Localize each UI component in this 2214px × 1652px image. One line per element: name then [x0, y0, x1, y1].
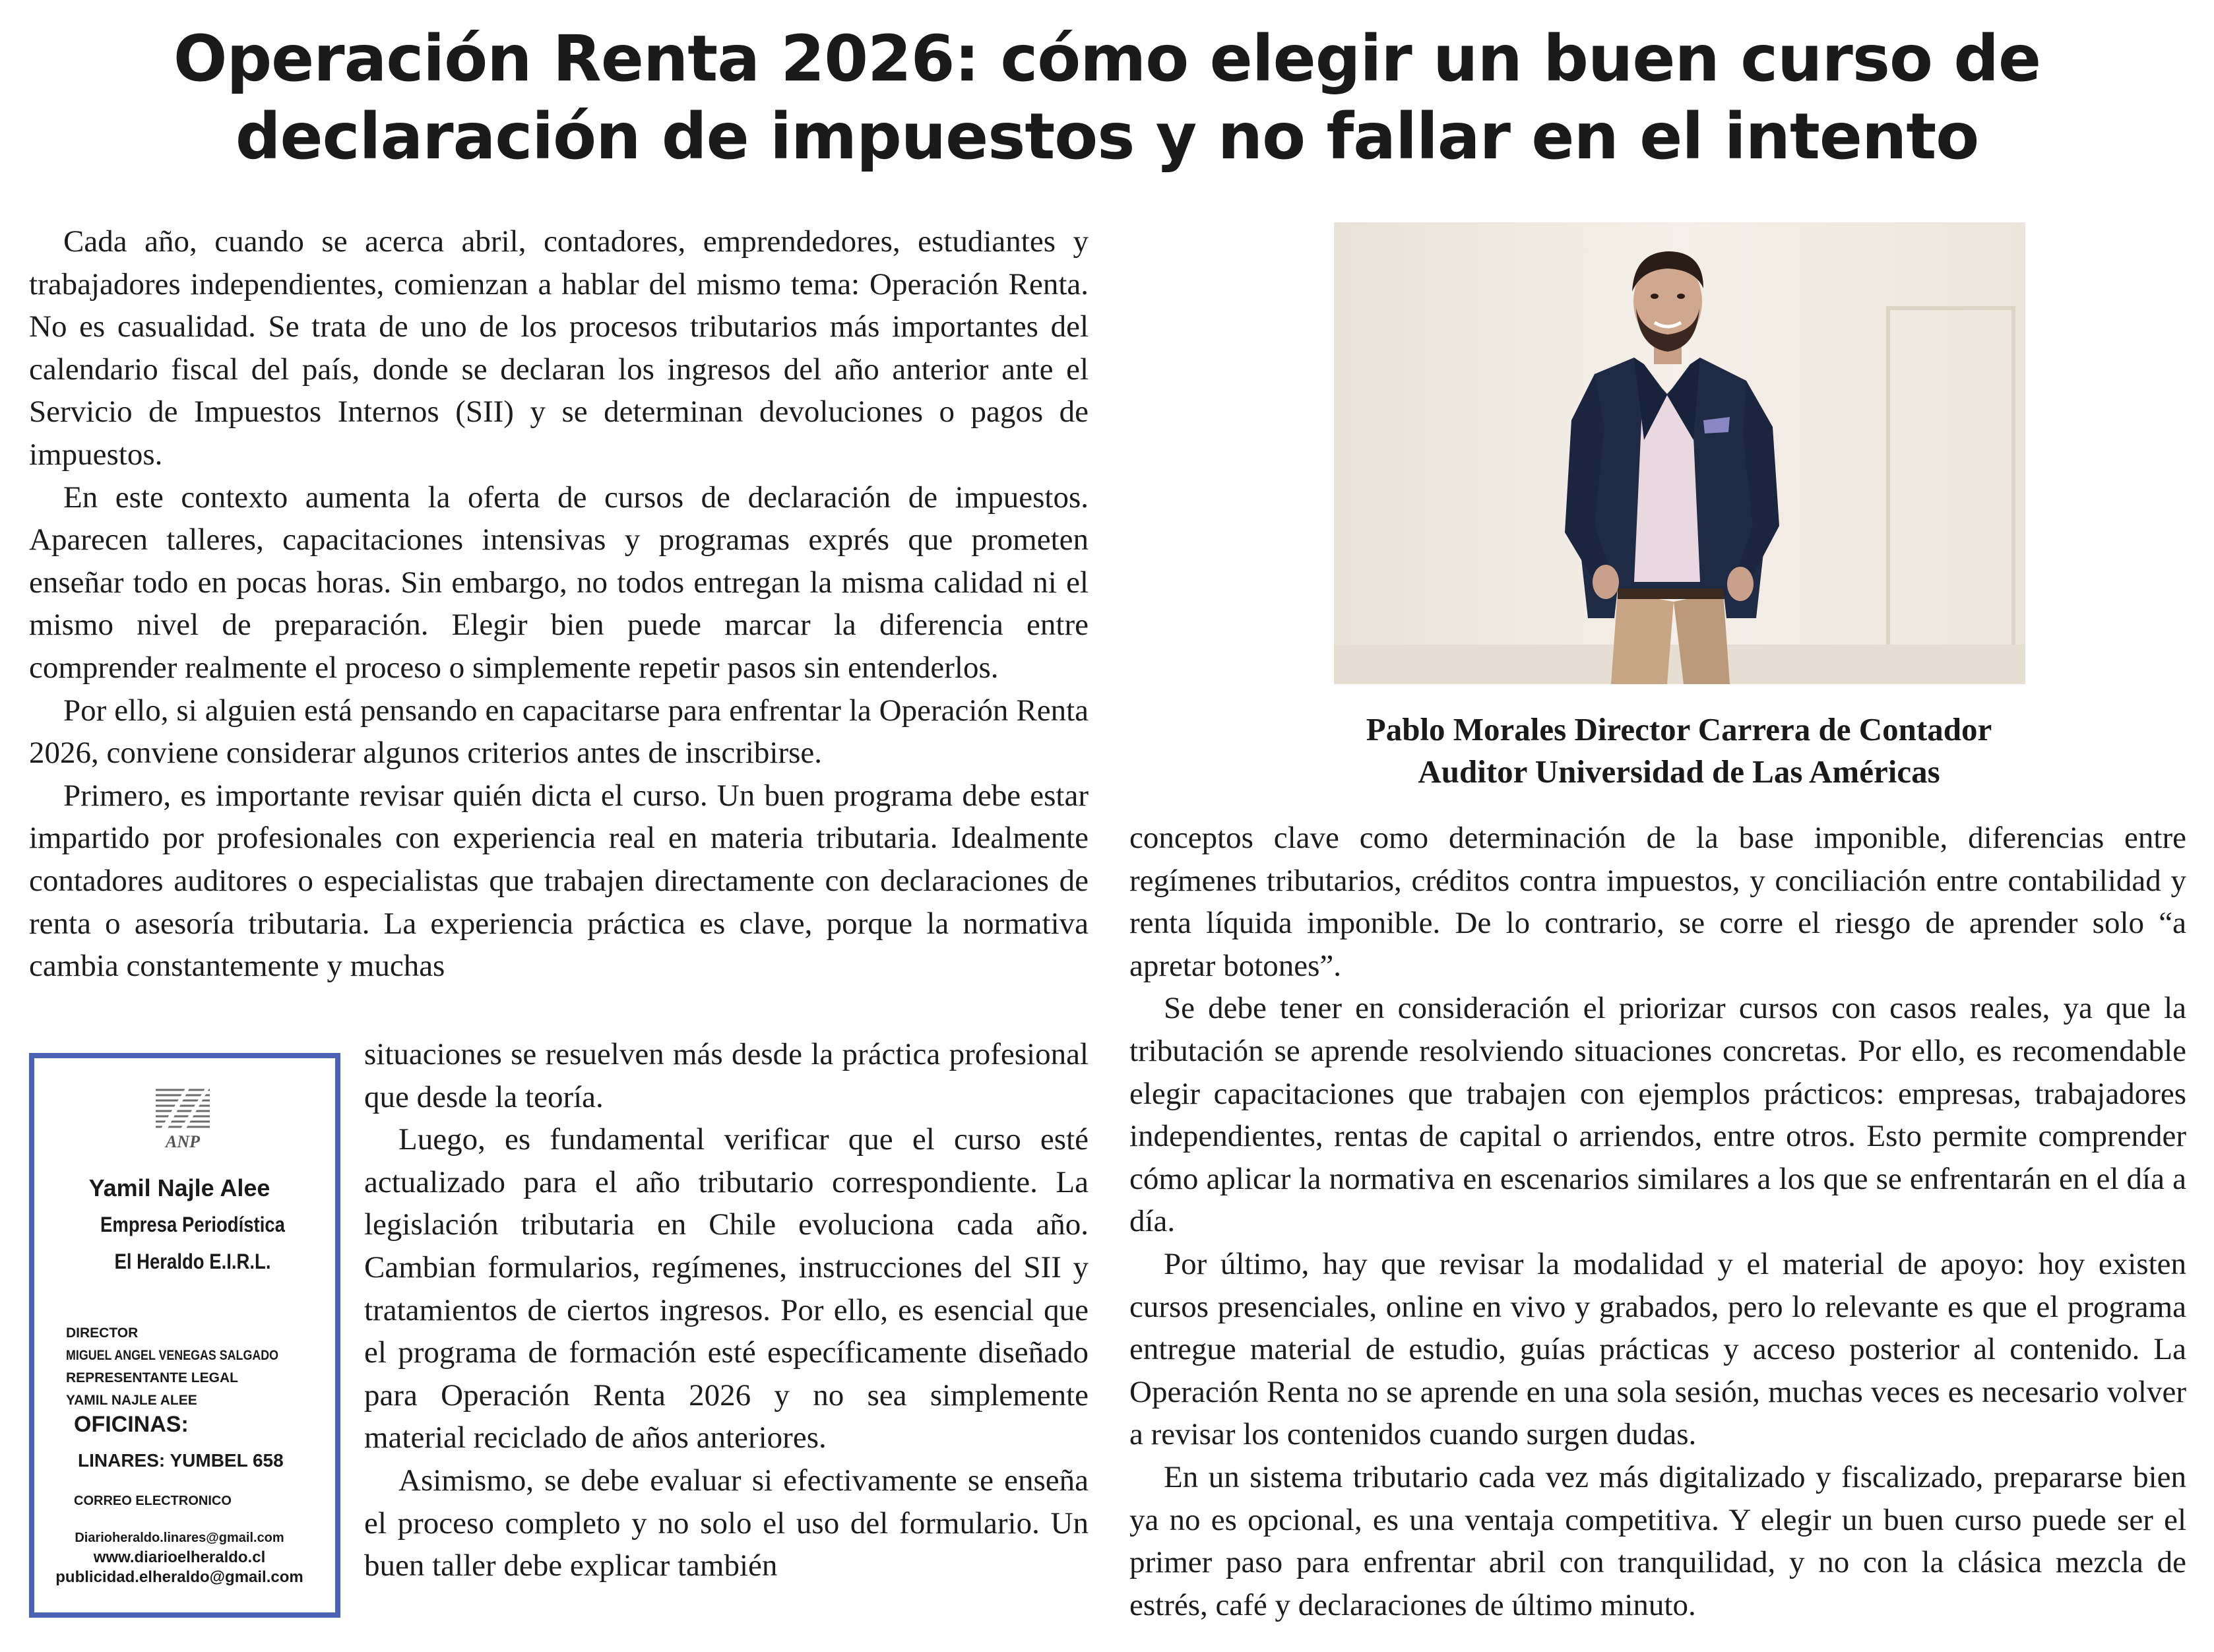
article-paragraph: Se debe tener en consideración el priorizar cursos con casos reales, ya que la tributación se aprende resolviendo situaciones concretas. Por ello, es recomendable elegir capacitaciones que trabajen con ejemplos prácticos: empresas, trabajadores independientes, rentas de capital o arriendos, entre otros. Esto permite comprender cómo aplicar la normativa en escenarios similares a los que se enfrentarán en el día a día. [1129, 991, 2186, 1239]
article-paragraph: Luego, es fundamental verificar que el curso esté actualizado para el año tributario correspondiente. La legislación tributaria en Chile evoluciona cada año. Cambian formularios, regímenes, instrucciones del SII y tratamientos de ciertos ingresos. Por ello, es esencial que el programa de formación esté específicamente diseñado para Operación Renta 2026 y no sea simplemente material reciclado de años anteriores. [364, 1122, 1089, 1455]
article-column-2 [1129, 817, 2186, 1626]
email-link-1[interactable]: Diarioheraldo.linares@gmail.com [75, 1531, 284, 1545]
company-line-1: Empresa Periodística [100, 1213, 285, 1236]
article-paragraph: Por ello, si alguien está pensando en capacitarse para enfrentar la Operación Renta 2026, conviene considerar algunos criterios antes de inscribirse. [29, 693, 1089, 771]
office-address: LINARES: YUMBEL 658 [78, 1450, 284, 1471]
headline-line-1: Operación Renta 2026: cómo elegir un buen curso de [173, 22, 2041, 96]
email-label: CORREO ELECTRONICO [74, 1494, 232, 1508]
portrait-illustration [1334, 222, 2025, 684]
legal-rep-name: YAMIL NAJLE ALEE [66, 1393, 197, 1408]
contact-list [34, 1528, 325, 1587]
article-paragraph: Cada año, cuando se acerca abril, contadores, emprendedores, estudiantes y trabajadores independientes, comienzan a hablar del mismo tema: Operación Renta. No es casualidad. Se trata de uno de los procesos tributarios más importantes del calendario fiscal del país, donde se declaran los ingresos del año anterior ante el Servicio de Impuestos Internos (SII) y se determinan devoluciones o pagos de impuestos. [29, 224, 1089, 472]
portrait-photo [1334, 222, 2025, 684]
article-headline [40, 20, 2174, 175]
logo-text: ANP [166, 1132, 200, 1151]
director-label: DIRECTOR [66, 1325, 139, 1341]
headline-line-2: declaración de impuestos y no fallar en el intento [235, 100, 1979, 174]
article-column-1-continued [364, 1033, 1089, 1587]
website-link[interactable]: www.diarioelheraldo.cl [93, 1548, 266, 1566]
article-column-1 [29, 220, 1089, 988]
director-name: MIGUEL ANGEL VENEGAS SALGADO [66, 1348, 279, 1363]
legal-rep-label: REPRESENTANTE LEGAL [66, 1370, 238, 1385]
photo-caption [1253, 709, 2104, 793]
newspaper-masthead-box [29, 1053, 340, 1618]
article-paragraph: situaciones se resuelven más desde la práctica profesional que desde la teoría. [364, 1037, 1089, 1114]
article-paragraph: conceptos clave como determinación de la base imponible, diferencias entre regímenes tributarios, créditos contra impuestos, y conciliación entre contabilidad y renta líquida imponible. De lo contrario, se corre el riesgo de aprender solo “a apretar botones”. [1129, 821, 2186, 983]
owner-name: Yamil Najle Alee [88, 1174, 270, 1201]
offices-title: OFICINAS: [74, 1412, 189, 1437]
article-paragraph: En un sistema tributario cada vez más digitalizado y fiscalizado, prepararse bien ya no es opcional, es una ventaja competitiva. Y elegir un buen curso puede ser el primer paso para enfrentar abril con tranquilidad, y no con la clásica mezcla de estrés, café y declaraciones de último minuto. [1129, 1459, 2186, 1622]
article-paragraph: En este contexto aumenta la oferta de cursos de declaración de impuestos. Aparecen talleres, capacitaciones intensivas y programas exprés que prometen enseñar todo en pocas horas. Sin embargo, no todos entregan la misma calidad ni el mismo nivel de preparación. Elegir bien puede marcar la diferencia entre comprender realmente el proceso o simplemente repetir pasos sin entenderlos. [29, 480, 1089, 685]
caption-line-2: Auditor Universidad de Las Américas [1418, 753, 1940, 790]
article-paragraph: Por último, hay que revisar la modalidad y el material de apoyo: hoy existen cursos presenciales, online en vivo y grabados, pero lo relevante es que el programa entregue material de estudio, guías prácticas y acceso posterior al contenido. La Operación Renta no se aprende en una sola sesión, muchas veces es necesario volver a revisar los contenidos cuando surgen dudas. [1129, 1246, 2186, 1452]
company-line-2: El Heraldo E.I.R.L. [114, 1250, 271, 1273]
company-name [57, 1206, 329, 1280]
article-paragraph: Primero, es importante revisar quién dicta el curso. Un buen programa debe estar impartido por profesionales con experiencia real en materia tributaria. Idealmente contadores auditores o especialistas que trabajen directamente con declaraciones de renta o asesoría tributaria. La experiencia práctica es clave, porque la normativa cambia constantemente y muchas [29, 778, 1089, 984]
email-link-2[interactable]: publicidad.elheraldo@gmail.com [55, 1568, 303, 1586]
article-paragraph: Asimismo, se debe evaluar si efectivamente se enseña el proceso completo y no solo el uso del formulario. Un buen taller debe explicar también [364, 1463, 1089, 1583]
caption-line-1: Pablo Morales Director Carrera de Contador [1366, 711, 1992, 747]
